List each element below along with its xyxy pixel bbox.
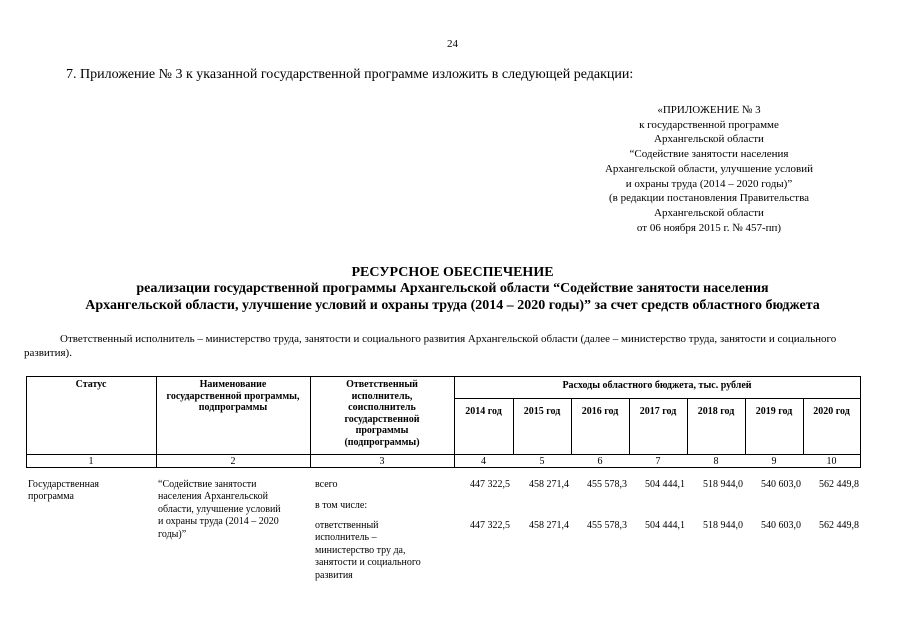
- value-executor: 504 444,1: [645, 520, 685, 531]
- value-executor: 458 271,4: [529, 520, 569, 531]
- row-label-total: всего: [315, 479, 338, 490]
- column-number: 2: [230, 456, 236, 467]
- header-name: Наименование государственной программы, подпрограммы: [166, 379, 300, 413]
- value-total: 504 444,1: [645, 479, 685, 490]
- item-7-text: 7. Приложение № 3 к указанной государственной программе изложить в следующей редакции:: [66, 67, 634, 82]
- document-subtitle-line-1: реализации государственной программы Архангельской области “Содействие занятости населения: [136, 281, 769, 296]
- value-total: 540 603,0: [761, 479, 801, 490]
- table-col-divider: [310, 376, 311, 468]
- column-number: 6: [597, 456, 603, 467]
- page-number: 24: [447, 38, 458, 50]
- value-executor: 447 322,5: [470, 520, 510, 531]
- value-total: 518 944,0: [703, 479, 743, 490]
- appendix-line: и охраны труда (2014 – 2020 годы)”: [625, 177, 793, 190]
- value-executor: 562 449,8: [819, 520, 859, 531]
- intro-text: Ответственный исполнитель – министерство труда, занятости и социального развития Архангельской области (далее – министерство труда, занятости и социального развития).: [24, 333, 837, 359]
- value-executor: 518 944,0: [703, 520, 743, 531]
- header-status: Статус: [75, 379, 107, 390]
- header-year: 2018 год: [697, 406, 735, 417]
- table-border-numbers: [26, 467, 861, 468]
- intro-paragraph: [24, 332, 854, 360]
- row-status: Государственная программа: [28, 479, 100, 503]
- header-year: 2019 год: [755, 406, 793, 417]
- appendix-line: Архангельской области: [654, 206, 764, 219]
- header-year: 2016 год: [581, 406, 619, 417]
- value-total: 455 578,3: [587, 479, 627, 490]
- document-subtitle-line-2: Архангельской области, улучшение условий и охраны труда (2014 – 2020 годы)” за счет средств областного бюджета: [85, 298, 820, 313]
- header-expenses: Расходы областного бюджета, тыс. рублей: [562, 380, 752, 391]
- appendix-line: “Содействие занятости населения: [629, 148, 789, 161]
- value-total: 447 322,5: [470, 479, 510, 490]
- column-number: 1: [88, 456, 94, 467]
- header-year: 2015 год: [523, 406, 561, 417]
- value-executor: 540 603,0: [761, 520, 801, 531]
- header-executor: Ответственный исполнитель, соисполнитель государственной программы (подпрограммы): [344, 379, 420, 448]
- column-number: 9: [771, 456, 777, 467]
- document-title: РЕСУРСНОЕ ОБЕСПЕЧЕНИЕ: [351, 265, 554, 280]
- appendix-line: (в редакции постановления Правительства: [608, 192, 810, 205]
- table-border-right: [860, 376, 861, 468]
- table-border-header: [26, 454, 861, 455]
- appendix-line: к государственной программе: [639, 118, 779, 131]
- value-executor: 455 578,3: [587, 520, 627, 531]
- column-number: 4: [481, 456, 486, 467]
- value-total: 562 449,8: [819, 479, 859, 490]
- table-col-divider: [156, 376, 157, 468]
- appendix-line: от 06 ноября 2015 г. № 457-пп): [636, 221, 782, 234]
- table-border-top: [26, 376, 861, 377]
- column-number: 5: [539, 456, 545, 467]
- column-number: 10: [826, 456, 837, 467]
- appendix-line: Архангельской области: [654, 133, 764, 146]
- column-number: 8: [713, 456, 719, 467]
- header-year: 2020 год: [813, 406, 850, 417]
- column-number: 7: [655, 456, 661, 467]
- value-total: 458 271,4: [529, 479, 569, 490]
- appendix-header: [575, 103, 843, 235]
- row-label-including: в том числе:: [315, 500, 368, 511]
- row-label-executor: ответственный исполнитель – министерство тру да, занятости и социального развития: [315, 520, 421, 581]
- header-year: 2017 год: [639, 406, 677, 417]
- row-program-name: “Содействие занятости населения Архангельской области, улучшение условий и охраны труда (2014 – 2020 годы)”: [158, 479, 281, 540]
- appendix-line: Архангельской области, улучшение условий: [604, 162, 814, 175]
- table-year-divider: [454, 398, 861, 399]
- column-number: 3: [379, 456, 385, 467]
- appendix-line: «ПРИЛОЖЕНИЕ № 3: [657, 104, 761, 116]
- header-year: 2014 год: [465, 406, 502, 417]
